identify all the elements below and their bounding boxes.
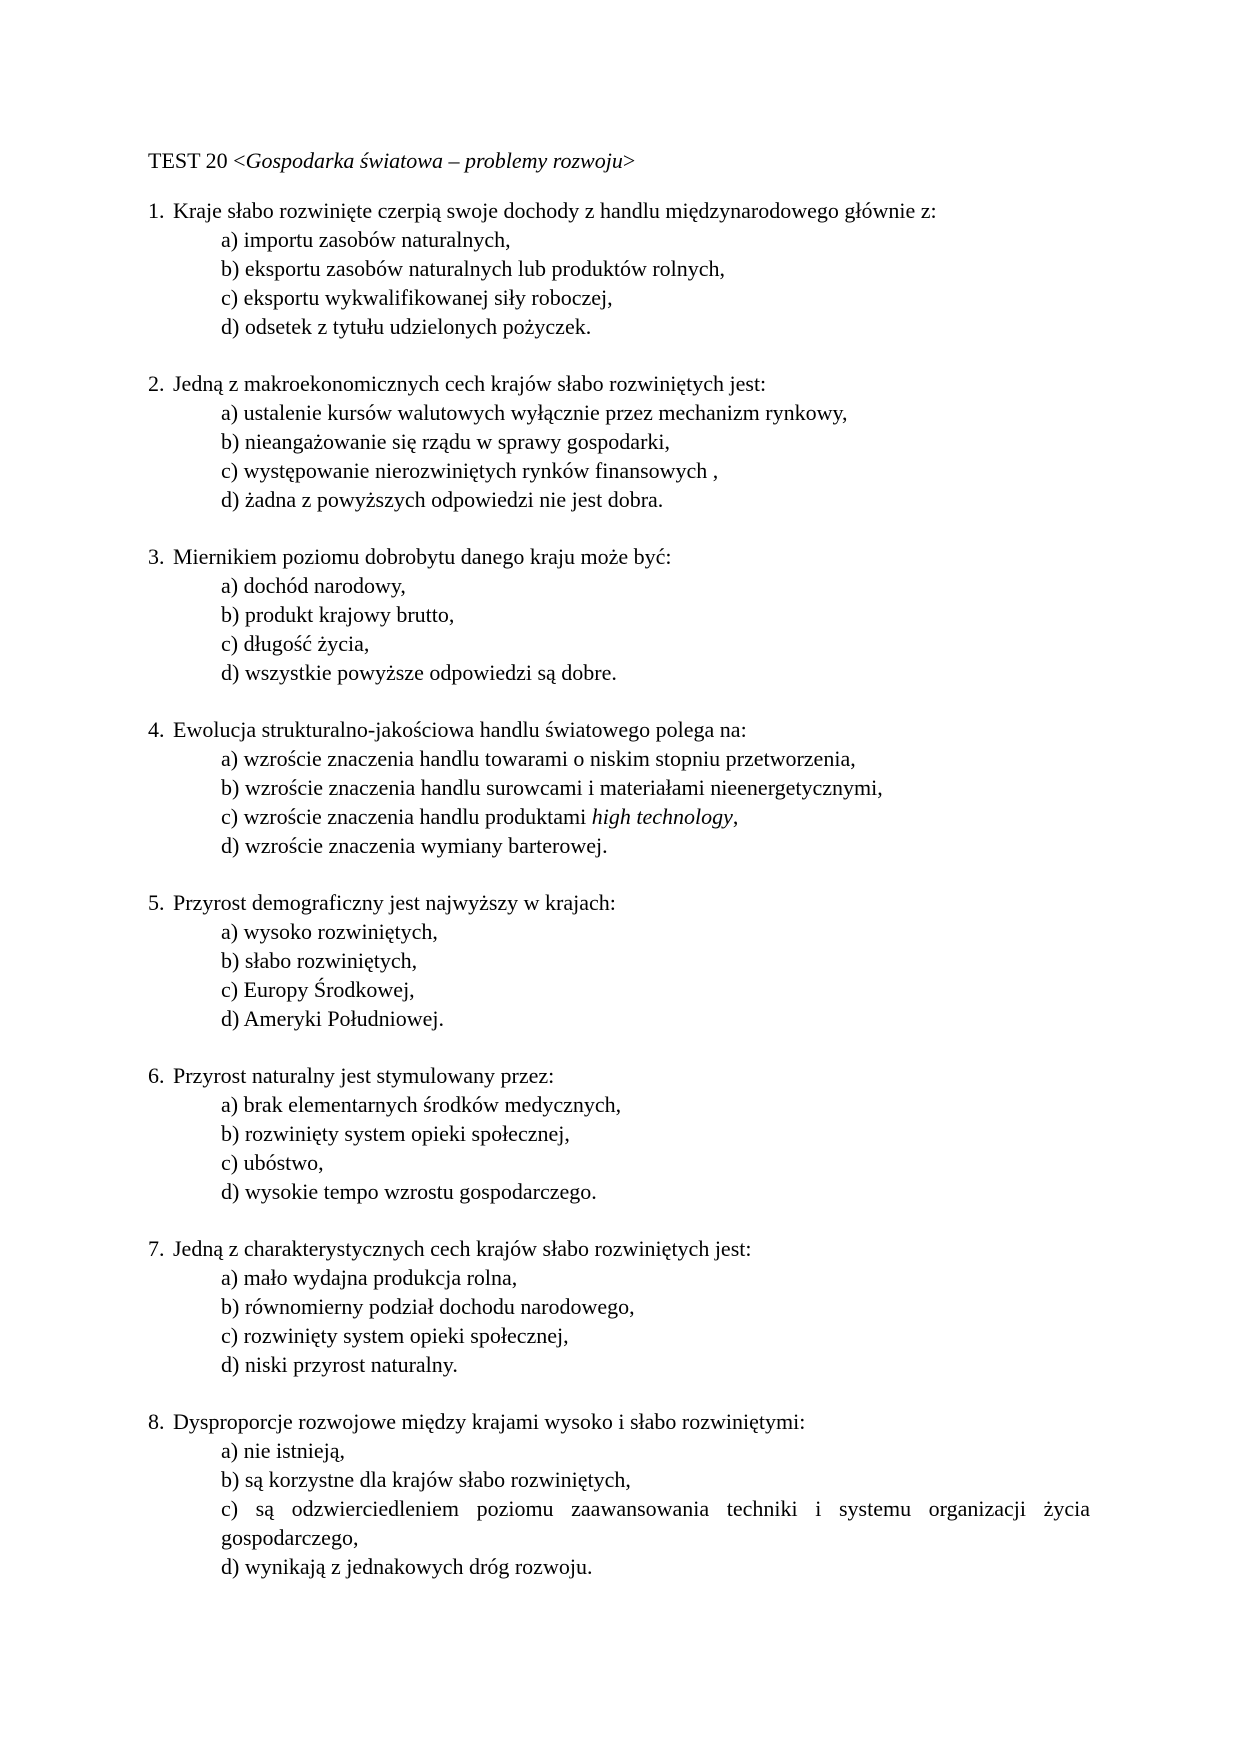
answer-b: b) wzroście znaczenia handlu surowcami i materiałami nieenergetycznymi, (221, 775, 883, 800)
question-text (148, 1407, 1098, 1436)
question-text (148, 196, 1098, 225)
question-body: Miernikiem poziomu dobrobytu danego kraju może być: (173, 544, 672, 569)
question-body: Jedną z makroekonomicznych cech krajów słabo rozwiniętych jest: (173, 371, 767, 396)
answer-list (148, 917, 1098, 1033)
question-number: 6. (148, 1063, 165, 1088)
question-2 (148, 369, 1098, 514)
answer-d: d) wszystkie powyższe odpowiedzi są dobre. (221, 660, 617, 685)
answer-b: b) nieangażowanie się rządu w sprawy gospodarki, (221, 429, 671, 454)
question-4 (148, 715, 1098, 860)
answer-a: a) ustalenie kursów walutowych wyłącznie przez mechanizm rynkowy, (221, 400, 848, 425)
answer-c: c) ubóstwo, (221, 1150, 324, 1175)
question-number: 2. (148, 371, 165, 396)
answer-d: d) Ameryki Południowej. (221, 1006, 445, 1031)
question-text (148, 1061, 1098, 1090)
question-7 (148, 1234, 1098, 1379)
question-text (148, 888, 1098, 917)
question-6 (148, 1061, 1098, 1206)
answer-b: b) rozwinięty system opieki społecznej, (221, 1121, 570, 1146)
answer-c: c) są odzwierciedleniem poziomu zaawansowania techniki i systemu organizacji życia gospodarczego, (221, 1496, 1090, 1550)
question-number: 7. (148, 1236, 165, 1261)
answer-c-punct: , (732, 804, 739, 829)
test-title (148, 146, 1098, 175)
answer-list (148, 744, 1098, 860)
answer-d: d) niski przyrost naturalny. (221, 1352, 458, 1377)
question-text (148, 715, 1098, 744)
answer-list (148, 398, 1098, 514)
answer-d: d) odsetek z tytułu udzielonych pożyczek. (221, 314, 592, 339)
question-body: Przyrost naturalny jest stymulowany przez: (173, 1063, 555, 1088)
answer-b: b) eksportu zasobów naturalnych lub produktów rolnych, (221, 256, 726, 281)
answer-list (148, 1436, 1098, 1581)
question-body: Ewolucja strukturalno-jakościowa handlu światowego polega na: (173, 717, 747, 742)
answer-d: d) wynikają z jednakowych dróg rozwoju. (221, 1554, 593, 1579)
answer-a: a) nie istnieją, (221, 1438, 346, 1463)
question-text (148, 1234, 1098, 1263)
answer-d: d) wysokie tempo wzrostu gospodarczego. (221, 1179, 597, 1204)
answer-c: c) eksportu wykwalifikowanej siły roboczej, (221, 285, 613, 310)
answer-list (148, 571, 1098, 687)
answer-list (148, 1263, 1098, 1379)
question-number: 5. (148, 890, 165, 915)
answer-d: d) wzroście znaczenia wymiany barterowej. (221, 833, 608, 858)
answer-list (148, 225, 1098, 341)
answer-b: b) są korzystne dla krajów słabo rozwiniętych, (221, 1467, 631, 1492)
question-number: 8. (148, 1409, 165, 1434)
test-title-suffix: > (622, 148, 636, 173)
answer-c-emphasis: high technology (591, 804, 733, 829)
answer-a: a) mało wydajna produkcja rolna, (221, 1265, 518, 1290)
question-1 (148, 196, 1098, 341)
question-body: Dysproporcje rozwojowe między krajami wysoko i słabo rozwiniętymi: (173, 1409, 806, 1434)
question-body: Przyrost demograficzny jest najwyższy w krajach: (173, 890, 616, 915)
question-text (148, 542, 1098, 571)
answer-a: a) brak elementarnych środków medycznych, (221, 1092, 622, 1117)
question-number: 4. (148, 717, 165, 742)
answer-c: c) długość życia, (221, 631, 370, 656)
answer-c-text: c) wzroście znaczenia handlu produktami (221, 804, 592, 829)
question-body: Jedną z charakterystycznych cech krajów słabo rozwiniętych jest: (173, 1236, 752, 1261)
question-5 (148, 888, 1098, 1033)
question-number: 3. (148, 544, 165, 569)
question-body: Kraje słabo rozwinięte czerpią swoje dochody z handlu międzynarodowego głównie z: (173, 198, 937, 223)
answer-b: b) równomierny podział dochodu narodowego, (221, 1294, 635, 1319)
question-number: 1. (148, 198, 165, 223)
answer-b: b) produkt krajowy brutto, (221, 602, 455, 627)
answer-c: c) występowanie nierozwiniętych rynków finansowych , (221, 458, 719, 483)
question-text (148, 369, 1098, 398)
question-8 (148, 1407, 1098, 1581)
question-3 (148, 542, 1098, 687)
answer-a: a) dochód narodowy, (221, 573, 406, 598)
answer-c (221, 802, 1098, 831)
answer-a: a) wzroście znaczenia handlu towarami o niskim stopniu przetworzenia, (221, 746, 856, 771)
answer-d: d) żadna z powyższych odpowiedzi nie jest dobra. (221, 487, 664, 512)
answer-c: c) rozwinięty system opieki społecznej, (221, 1323, 569, 1348)
answer-b: b) słabo rozwiniętych, (221, 948, 418, 973)
answer-a: a) importu zasobów naturalnych, (221, 227, 511, 252)
test-title-prefix: TEST 20 < (148, 148, 246, 173)
test-subtitle: Gospodarka światowa – problemy rozwoju (245, 148, 623, 173)
document-content (148, 146, 1098, 1609)
answer-a: a) wysoko rozwiniętych, (221, 919, 438, 944)
answer-list (148, 1090, 1098, 1206)
answer-c: c) Europy Środkowej, (221, 977, 415, 1002)
